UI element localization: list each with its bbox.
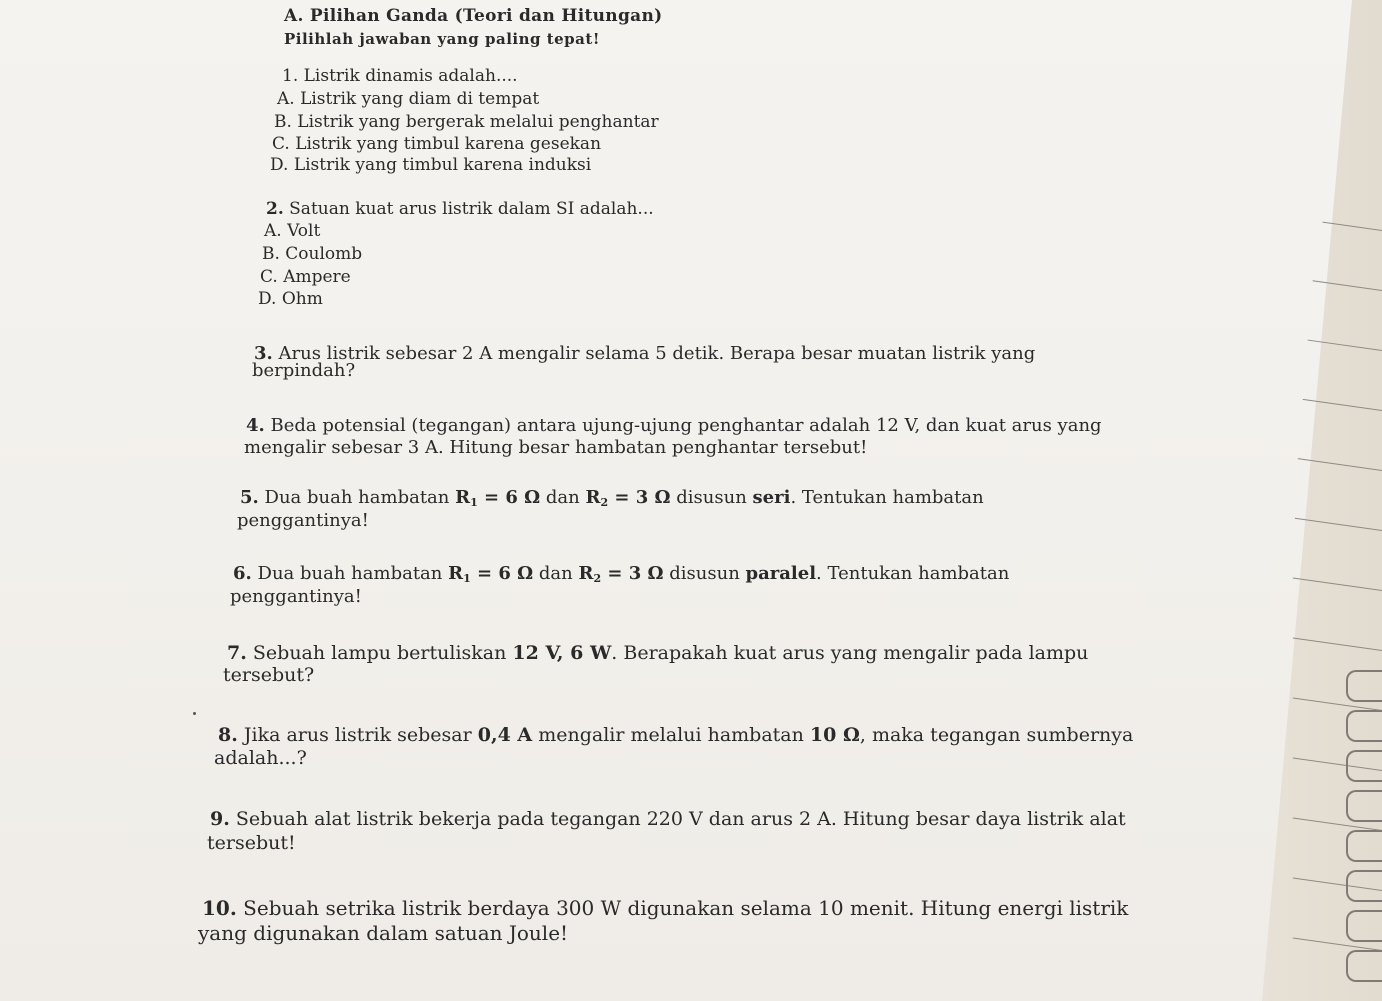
- option-1c: C. Listrik yang timbul karena gesekan: [272, 134, 602, 154]
- question-number: 5.: [240, 487, 259, 508]
- question-text: Sebuah setrika listrik berdaya 300 W digunakan selama 10 menit. Hitung energi listrik: [243, 896, 1129, 920]
- question-text: Dua buah hambatan: [257, 563, 449, 584]
- keyword-paralel: paralel: [745, 563, 817, 584]
- question-10: [202, 897, 1128, 919]
- question-4-continued: mengalir sebesar 3 A. Hitung besar hambatan penghantar tersebut!: [244, 437, 868, 458]
- question-9-continued: tersebut!: [207, 832, 296, 854]
- section-title: A. Pilihan Ganda (Teori dan Hitungan): [284, 6, 663, 26]
- question-7-continued: tersebut?: [223, 664, 315, 686]
- question-number: 8.: [218, 724, 238, 746]
- option-2b: B. Coulomb: [262, 244, 363, 264]
- keyword-seri: seri: [752, 487, 791, 508]
- resistor-r2: $R_2 = 3$ Ω: [585, 487, 671, 509]
- question-1: [282, 65, 518, 87]
- question-text: Listrik dinamis adalah....: [303, 66, 518, 86]
- question-10-continued: yang digunakan dalam satuan Joule!: [198, 921, 569, 945]
- question-5-continued: penggantinya!: [237, 510, 369, 531]
- question-number: 10.: [202, 896, 237, 920]
- question-8-continued: adalah...?: [214, 747, 307, 769]
- question-2: [266, 198, 654, 220]
- question-9: [210, 808, 1126, 830]
- question-text: Sebuah lampu bertuliskan: [252, 642, 513, 664]
- lamp-rating: 12 V, 6 W: [512, 642, 612, 664]
- current-value: 0,4 A: [477, 724, 533, 746]
- question-number: 2.: [266, 199, 284, 219]
- resistor-r1: $R_1 = 6$ Ω: [455, 487, 541, 509]
- question-number: 7.: [227, 642, 247, 664]
- question-text: Jika arus listrik sebesar: [243, 724, 478, 746]
- question-number: 9.: [210, 808, 230, 830]
- question-text: Sebuah alat listrik bekerja pada tegangan 220 V dan arus 2 A. Hitung besar daya listrik alat: [235, 808, 1126, 830]
- question-6-continued: penggantinya!: [230, 586, 362, 607]
- option-2c: C. Ampere: [260, 267, 351, 287]
- resistor-r2: $R_2 = 3$ Ω: [578, 563, 664, 585]
- question-text: Dua buah hambatan: [264, 487, 456, 508]
- question-6: 6. Dua buah hambatan $R_1 = 6$ Ω dan $R_2 = 3$ Ω disusun paralel. Tentukan hambatan: [233, 563, 1010, 585]
- question-3-continued: berpindah?: [252, 360, 356, 381]
- question-text: Beda potensial (tegangan) antara ujung-ujung penghantar adalah 12 V, dan kuat arus yang: [270, 415, 1102, 436]
- option-2d: D. Ohm: [258, 289, 323, 309]
- question-7: 7. Sebuah lampu bertuliskan 12 V, 6 W. Berapakah kuat arus yang mengalir pada lampu: [227, 642, 1089, 664]
- question-5: 5. Dua buah hambatan $R_1 = 6$ Ω dan $R_2 = 3$ Ω disusun seri. Tentukan hambatan: [240, 487, 984, 509]
- question-3: [254, 343, 1035, 365]
- resistor-r1: $R_1 = 6$ Ω: [448, 563, 534, 585]
- question-number: 1.: [282, 66, 299, 86]
- option-1b: B. Listrik yang bergerak melalui penghantar: [274, 112, 659, 132]
- question-8: 8. Jika arus listrik sebesar 0,4 A mengalir melalui hambatan 10 Ω, maka tegangan sumbernya: [218, 724, 1134, 746]
- question-text: Satuan kuat arus listrik dalam SI adalah...: [289, 199, 654, 219]
- question-number: 6.: [233, 563, 252, 584]
- option-2a: A. Volt: [264, 221, 321, 241]
- question-number: 3.: [254, 343, 273, 364]
- option-1a: A. Listrik yang diam di tempat: [277, 89, 540, 109]
- question-text: Arus listrik sebesar 2 A mengalir selama 5 detik. Berapa besar muatan listrik yang: [278, 343, 1036, 364]
- question-number: 4.: [246, 415, 265, 436]
- question-4: [246, 415, 1102, 437]
- option-1d: D. Listrik yang timbul karena induksi: [270, 155, 592, 175]
- section-instruction: Pilihlah jawaban yang paling tepat!: [284, 30, 600, 48]
- resistance-value: 10 Ω: [809, 724, 860, 746]
- ink-dot: [193, 712, 196, 715]
